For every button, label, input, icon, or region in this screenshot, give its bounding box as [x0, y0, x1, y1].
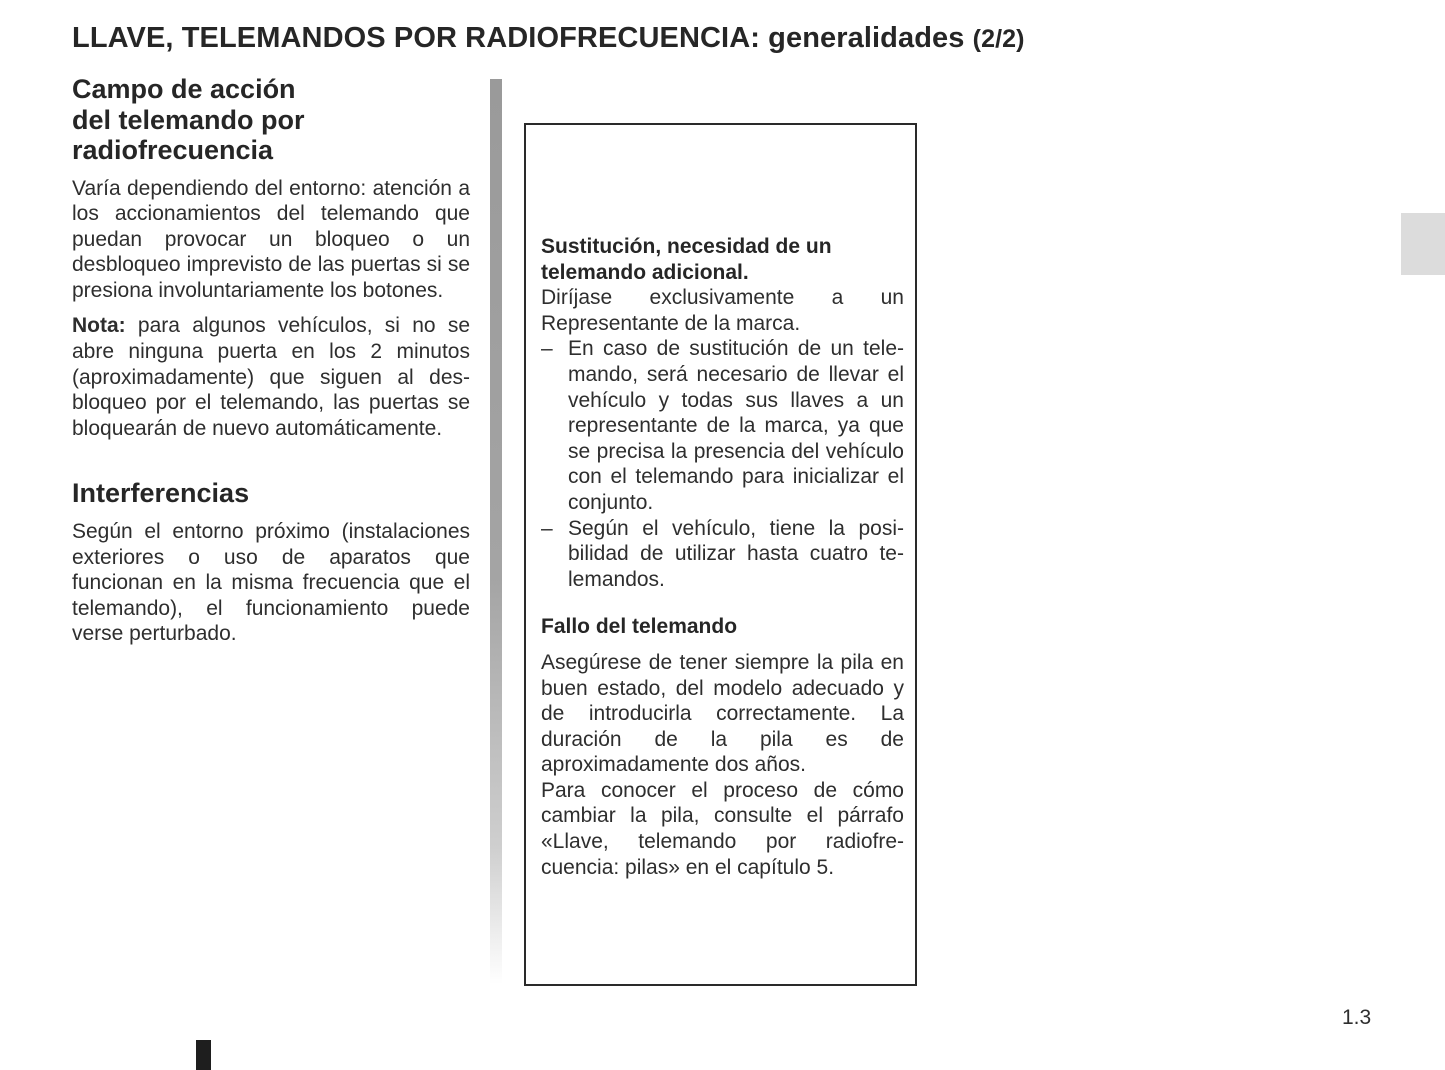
dash-bullet: – — [541, 337, 553, 361]
fallo-paragraph-1: Asegúrese de tener siempre la pila en buen estado, del modelo adecuado y de introducirla correctamente. La duración de la pila es de aproximadamente dos años. — [541, 650, 904, 777]
interferencias-heading: Interferencias — [72, 478, 250, 509]
note-text: para algunos vehículos, si no se abre ninguna puerta en los 2 minutos (aproximadamente) que siguen al desbloqueo por el telemando, las puertas se bloquearán de nuevo automáticamente. — [72, 314, 470, 440]
print-corner-mark — [196, 1040, 211, 1070]
chapter-side-tab — [1401, 213, 1445, 275]
campo-heading-line-1: Campo de acción — [72, 74, 296, 104]
list-item — [541, 516, 904, 593]
interferencias-paragraph: Según el entorno próximo (instalaciones exteriores o uso de aparatos que funcionan en la misma frecuencia que el telemando), el funcionamiento puede verse perturbado. — [72, 519, 470, 646]
info-box-content — [541, 234, 904, 880]
left-column — [72, 74, 470, 647]
column-divider-bar — [490, 79, 502, 984]
list-item-text: Según el vehículo, tiene la posibilidad de utilizar hasta cuatro telemandos. — [568, 516, 904, 591]
fallo-heading: Fallo del telemando — [541, 615, 738, 639]
campo-heading-line-3: radiofrecuencia — [72, 135, 274, 165]
list-item — [541, 336, 904, 515]
note-label: Nota: — [72, 314, 126, 338]
sustitucion-list — [541, 336, 904, 592]
campo-heading — [72, 74, 470, 166]
page-title-text: LLAVE, TELEMANDOS POR RADIOFRECUENCIA: generalidades — [72, 22, 965, 54]
page-part-indicator: (2/2) — [972, 25, 1025, 53]
campo-paragraph: Varía dependiendo del entorno: atención a los accionamientos del telemando que puedan provocar un bloqueo o un desbloqueo imprevisto de las puertas si se presiona involuntariamente los botones. — [72, 176, 470, 302]
page-number: 1.3 — [1342, 1006, 1372, 1029]
fallo-paragraph-2: Para conocer el proceso de cómo cambiar la pila, consulte el párrafo «Llave, telemando por radiofrecuencia: pilas» en el capítulo 5. — [541, 778, 904, 879]
campo-note — [72, 313, 470, 441]
sustitucion-intro: Diríjase exclusivamente a un Representante de la marca. — [541, 286, 904, 335]
page-title — [72, 22, 1025, 55]
dash-bullet: – — [541, 516, 553, 540]
sustitucion-heading: Sustitución, necesidad de un telemando adicional. — [541, 235, 832, 284]
campo-heading-line-2: del telemando por — [72, 104, 305, 135]
list-item-text: En caso de sustitución de un telemando, será necesario de llevar el vehículo y todas sus llaves a un representante de la marca, ya que se precisa la presencia del vehículo con el telemando para inicializar el conjunto. — [568, 337, 904, 514]
